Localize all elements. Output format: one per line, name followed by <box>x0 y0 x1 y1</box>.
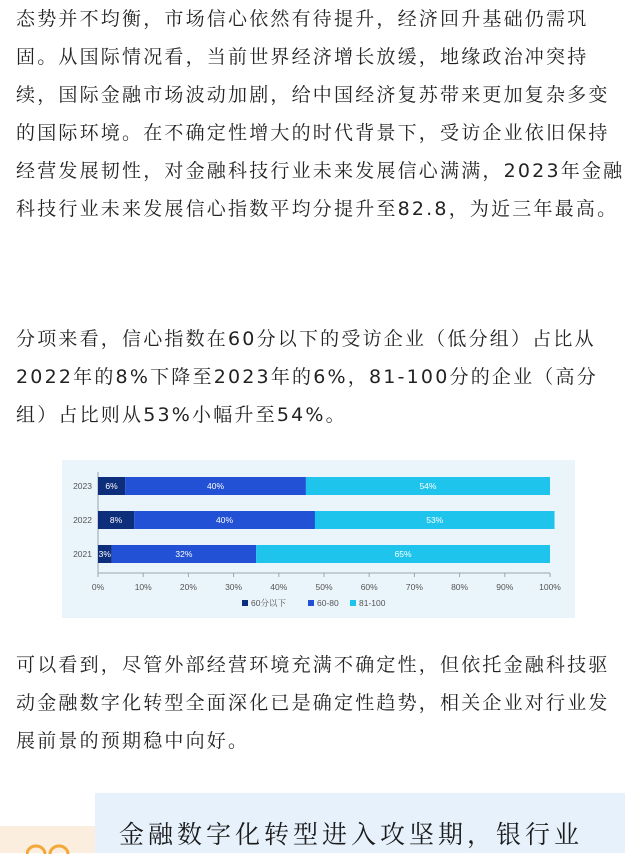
data-label: 40% <box>216 515 234 525</box>
legend-label: 81-100 <box>359 598 386 608</box>
data-label: 32% <box>175 549 193 559</box>
x-tick-label: 10% <box>134 582 152 592</box>
section-title: 金融数字化转型进入攻坚期，银行业 <box>119 820 584 849</box>
data-label: 6% <box>105 481 118 491</box>
category-label: 2021 <box>73 549 92 559</box>
legend-swatch <box>350 600 356 606</box>
legend-swatch <box>308 600 314 606</box>
data-label: 3% <box>98 549 111 559</box>
body-paragraph-2: 分项来看，信心指数在60分以下的受访企业（低分组）占比从2022年的8%下降至2023年的6%，81-100分的企业（高分组）占比则从53%小幅升至54%。 <box>16 328 598 426</box>
data-label: 65% <box>394 549 412 559</box>
data-label: 8% <box>109 515 123 525</box>
stacked-bar-chart <box>62 460 575 618</box>
legend-swatch <box>242 600 248 606</box>
section-banner <box>95 793 625 853</box>
x-tick-label: 20% <box>179 582 197 592</box>
x-tick-label: 0% <box>91 582 105 592</box>
x-tick-label: 60% <box>360 582 378 592</box>
x-tick-label: 70% <box>405 582 423 592</box>
data-label: 54% <box>419 481 437 491</box>
x-tick-label: 50% <box>315 582 333 592</box>
body-paragraph-1: 态势并不均衡，市场信心依然有待提升，经济回升基础仍需巩固。从国际情况看，当前世界经济增长放缓，地缘政治冲突持续，国际金融市场波动加剧，给中国经济复苏带来更加复杂多变的国际环境。在不确定性增大的时代背景下，受访企业依旧保持经营发展韧性，对金融科技行业未来发展信心满满，2023年金融科技行业未来发展信心指数平均分提升至82.8，为近三年最高。 <box>16 8 625 220</box>
x-tick-label: 100% <box>539 582 561 592</box>
section-number-tab <box>0 826 95 853</box>
category-label: 2023 <box>73 481 92 491</box>
x-tick-label: 40% <box>270 582 288 592</box>
data-label: 40% <box>207 481 225 491</box>
chart-svg <box>62 460 575 618</box>
body-paragraph-3: 可以看到，尽管外部经营环境充满不确定性，但依托金融科技驱动金融数字化转型全面深化已是确定性趋势，相关企业对行业发展前景的预期稳中向好。 <box>16 654 610 752</box>
data-label: 53% <box>426 515 444 525</box>
x-tick-label: 90% <box>496 582 514 592</box>
section-number-decoration <box>26 840 70 854</box>
x-tick-label: 80% <box>451 582 469 592</box>
legend-label: 60分以下 <box>251 598 286 608</box>
x-tick-label: 30% <box>225 582 243 592</box>
category-label: 2022 <box>73 515 92 525</box>
legend-label: 60-80 <box>317 598 339 608</box>
